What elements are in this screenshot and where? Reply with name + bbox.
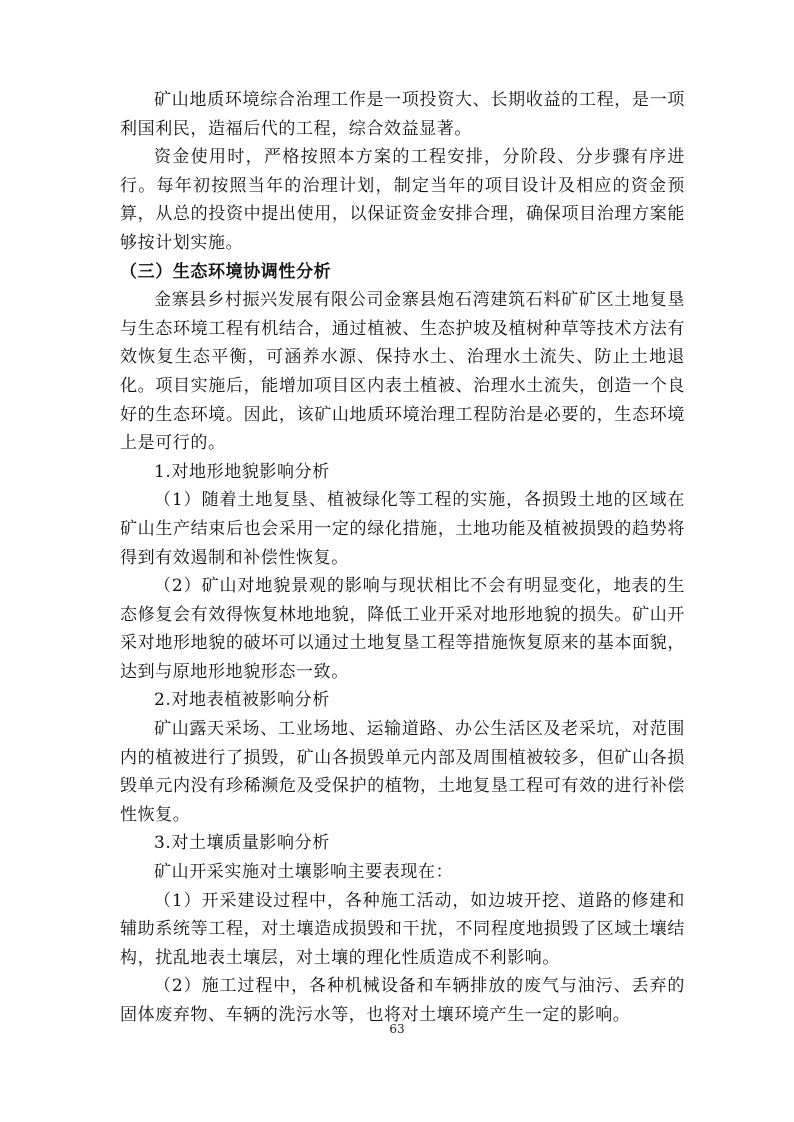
body-paragraph: 资金使用时，严格按照本方案的工程安排，分阶段、分步骤有序进行。每年初按照当年的治理计划，制定当年的项目设计及相应的资金预算，从总的投资中提出使用，以保证资金安排合理，确保项目治理方案能够按计划实施。 [120,147,685,253]
body-paragraph: （2）矿山对地貌景观的影响与现状相比不会有明显变化，地表的生态修复会有效得恢复林地地貌，降低工业开采对地形地貌的损失。矿山开采对地形地貌的破坏可以通过土地复垦工程等措施恢复原来的基本面貌，达到与原地形地貌形态一致。 [120,576,685,682]
subsection-title: 2.对地表植被影响分析 [154,690,330,711]
body-paragraph: 矿山地质环境综合治理工作是一项投资大、长期收益的工程，是一项利国利民，造福后代的工程，综合效益显著。 [120,90,685,139]
body-paragraph: （1）开采建设过程中，各种施工活动，如边坡开挖、道路的修建和辅助系统等工程，对土壤造成损毁和干扰，不同程度地损毁了区域土壤结构，扰乱地表土壤层，对土壤的理化性质造成不利影响。 [120,890,685,968]
body-paragraph: 矿山开采实施对土壤影响主要表现在： [154,862,454,883]
subsection-title: 1.对地形地貌影响分析 [154,461,330,482]
page-content [120,86,685,1030]
body-paragraph: 矿山露天采场、工业场地、运输道路、办公生活区及老采坑，对范围内的植被进行了损毁，矿山各损毁单元内部及周围植被较多，但矿山各损毁单元内没有珍稀濒危及受保护的植物，土地复垦工程可有效的进行补偿性恢复。 [120,719,685,825]
subsection-title: 3.对土壤质量影响分析 [154,833,330,854]
section-heading: （三）生态环境协调性分析 [120,261,332,282]
body-paragraph: （1）随着土地复垦、植被绿化等工程的实施，各损毁土地的区域在矿山生产结束后也会采用一定的绿化措施，土地功能及植被损毁的趋势将得到有效遏制和补偿性恢复。 [120,490,685,568]
section-intro-paragraph: 金寨县乡村振兴发展有限公司金寨县炮石湾建筑石料矿矿区土地复垦与生态环境工程有机结合，通过植被、生态护坡及植树种草等技术方法有效恢复生态平衡，可涵养水源、保持水土、治理水土流失、防止土地退化。项目实施后，能增加项目区内表土植被、治理水土流失，创造一个良好的生态环境。因此，该矿山地质环境治理工程防治是必要的，生态环境上是可行的。 [120,290,685,454]
page-number: 63 [389,1022,405,1036]
body-paragraph: （2）施工过程中，各种机械设备和车辆排放的废气与油污、丢弃的固体废弃物、车辆的洗污水等，也将对土壤环境产生一定的影响。 [120,976,685,1025]
